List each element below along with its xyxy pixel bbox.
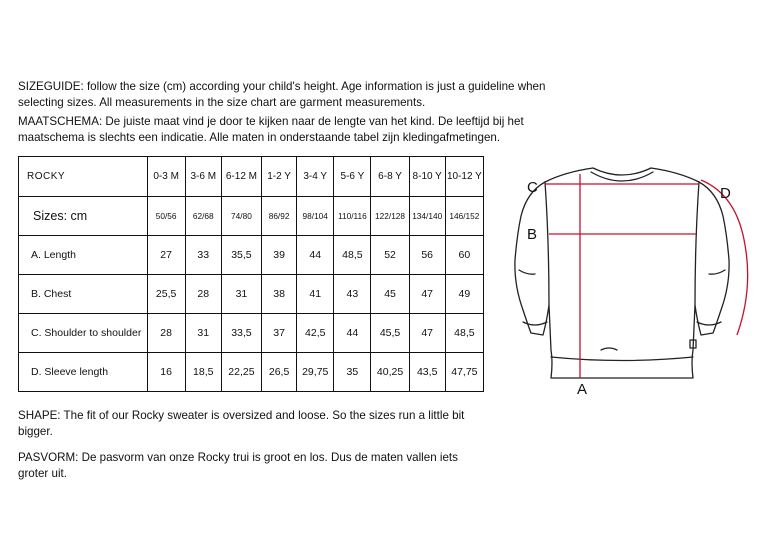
value-cell: 40,25 <box>371 353 409 392</box>
value-cell: 28 <box>185 275 221 314</box>
row-label: D. Sleeve length <box>19 353 148 392</box>
value-cell: 31 <box>185 314 221 353</box>
sizeguide-label: SIZEGUIDE: <box>18 80 84 93</box>
shape-text: The fit of our Rocky sweater is oversized and loose. So the sizes run a little bit bigger. <box>18 409 465 438</box>
age-column-header: 10-12 Y <box>445 157 483 197</box>
maatschema-text: De juiste maat vind je door te kijken naar de lengte van het kind. De leeftijd bij het maatschema is slechts een indicatie. Alle maten in onderstaande tabel zijn kledingafmetingen. <box>18 115 524 144</box>
sweater-hem <box>551 357 693 361</box>
age-column-header: 5-6 Y <box>334 157 371 197</box>
sweater-collar <box>593 168 651 175</box>
size-cell: 74/80 <box>221 197 261 236</box>
value-cell: 48,5 <box>334 236 371 275</box>
value-cell: 35,5 <box>221 236 261 275</box>
value-cell: 26,5 <box>262 353 297 392</box>
sweater-body <box>515 168 729 378</box>
age-column-header: 3-4 Y <box>297 157 334 197</box>
value-cell: 39 <box>262 236 297 275</box>
value-cell: 38 <box>262 275 297 314</box>
left-sleeve-fold <box>519 270 535 274</box>
row-label: B. Chest <box>19 275 148 314</box>
row-label: C. Shoulder to shoulder <box>19 314 148 353</box>
measure-line-d <box>701 180 748 335</box>
value-cell: 47,75 <box>445 353 483 392</box>
sizeguide-text: follow the size (cm) according your child's height. Age information is just a guideline when selecting sizes. All measurements in the size chart are garment measurements. <box>18 80 546 109</box>
value-cell: 47 <box>409 275 445 314</box>
measure-label-b: B <box>527 226 538 243</box>
value-cell: 29,75 <box>297 353 334 392</box>
table-row-shoulder <box>19 314 484 353</box>
pasvorm-label: PASVORM: <box>18 451 79 464</box>
value-cell: 28 <box>147 314 185 353</box>
value-cell: 49 <box>445 275 483 314</box>
pasvorm-text: De pasvorm van onze Rocky trui is groot en los. Dus de maten vallen iets groter uit. <box>18 451 458 480</box>
value-cell: 44 <box>334 314 371 353</box>
sizes-label: Sizes: cm <box>19 197 148 236</box>
maatschema-paragraph <box>18 114 558 145</box>
sweater-collar-inner <box>591 172 653 181</box>
value-cell: 60 <box>445 236 483 275</box>
value-cell: 41 <box>297 275 334 314</box>
value-cell: 16 <box>147 353 185 392</box>
value-cell: 43,5 <box>409 353 445 392</box>
age-column-header: 1-2 Y <box>262 157 297 197</box>
value-cell: 33,5 <box>221 314 261 353</box>
measurement-lines <box>545 174 748 378</box>
value-cell: 37 <box>262 314 297 353</box>
value-cell: 22,25 <box>221 353 261 392</box>
right-sleeve-seam <box>695 182 699 305</box>
value-cell: 18,5 <box>185 353 221 392</box>
body-fold <box>601 348 617 350</box>
measure-label-c: C <box>527 179 538 196</box>
sweater-outline <box>515 168 729 378</box>
size-chart-table <box>18 156 484 392</box>
sizes-row <box>19 197 484 236</box>
right-sleeve-fold <box>709 270 725 274</box>
sizeguide-paragraph <box>18 79 558 110</box>
table-row-chest <box>19 275 484 314</box>
size-cell: 110/116 <box>334 197 371 236</box>
size-cell: 122/128 <box>371 197 409 236</box>
shape-paragraph <box>18 408 488 439</box>
table-row-sleeve <box>19 353 484 392</box>
age-column-header: 0-3 M <box>147 157 185 197</box>
row-label: A. Length <box>19 236 148 275</box>
age-column-header: 6-12 M <box>221 157 261 197</box>
table-header-row <box>19 157 484 197</box>
size-cell: 86/92 <box>262 197 297 236</box>
value-cell: 45,5 <box>371 314 409 353</box>
age-column-header: 8-10 Y <box>409 157 445 197</box>
value-cell: 44 <box>297 236 334 275</box>
value-cell: 25,5 <box>147 275 185 314</box>
value-cell: 35 <box>334 353 371 392</box>
size-cell: 146/152 <box>445 197 483 236</box>
left-sleeve-seam <box>545 182 549 305</box>
age-column-header: 3-6 M <box>185 157 221 197</box>
size-cell: 98/104 <box>297 197 334 236</box>
value-cell: 52 <box>371 236 409 275</box>
value-cell: 31 <box>221 275 261 314</box>
value-cell: 56 <box>409 236 445 275</box>
size-cell: 62/68 <box>185 197 221 236</box>
maatschema-label: MAATSCHEMA: <box>18 115 103 128</box>
age-column-header: 6-8 Y <box>371 157 409 197</box>
size-cell: 50/56 <box>147 197 185 236</box>
value-cell: 33 <box>185 236 221 275</box>
value-cell: 27 <box>147 236 185 275</box>
measure-label-d: D <box>720 185 731 202</box>
pasvorm-paragraph <box>18 450 488 481</box>
value-cell: 43 <box>334 275 371 314</box>
value-cell: 42,5 <box>297 314 334 353</box>
product-name: ROCKY <box>19 157 148 197</box>
table-row-length <box>19 236 484 275</box>
value-cell: 48,5 <box>445 314 483 353</box>
size-cell: 134/140 <box>409 197 445 236</box>
measure-label-a: A <box>577 381 588 398</box>
value-cell: 45 <box>371 275 409 314</box>
value-cell: 47 <box>409 314 445 353</box>
shape-label: SHAPE: <box>18 409 61 422</box>
